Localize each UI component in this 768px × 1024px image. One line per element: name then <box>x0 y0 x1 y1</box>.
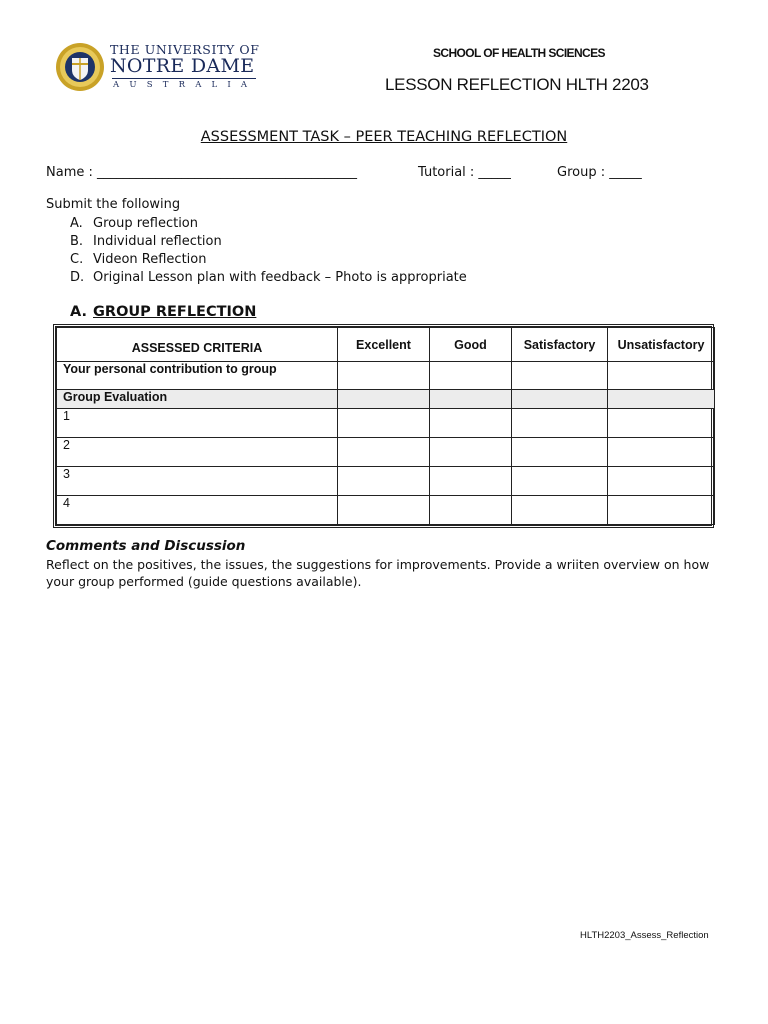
header-excellent: Excellent <box>338 328 430 362</box>
header-criteria: ASSESSED CRITERIA <box>57 328 338 362</box>
lesson-title: LESSON REFLECTION HLTH 2203 <box>385 75 649 94</box>
document-footer: HLTH2203_Assess_Reflection <box>580 930 709 941</box>
rating-cell <box>608 390 715 409</box>
comments-heading: Comments and Discussion <box>46 538 246 554</box>
rating-cell[interactable] <box>430 496 512 525</box>
rating-cell[interactable] <box>608 467 715 496</box>
row-label: 1 <box>57 409 338 438</box>
rating-cell[interactable] <box>608 362 715 390</box>
rating-cell[interactable] <box>338 438 430 467</box>
rating-cell[interactable] <box>512 409 608 438</box>
table-row <box>57 362 715 390</box>
rating-cell[interactable] <box>512 438 608 467</box>
table-row <box>57 438 715 467</box>
logo-divider <box>112 78 256 79</box>
rating-cell[interactable] <box>512 496 608 525</box>
header-unsatisfactory: Unsatisfactory <box>608 328 715 362</box>
rating-cell[interactable] <box>430 362 512 390</box>
rating-cell[interactable] <box>430 438 512 467</box>
rating-cell <box>338 390 430 409</box>
rating-cell[interactable] <box>430 467 512 496</box>
header-satisfactory: Satisfactory <box>512 328 608 362</box>
rating-cell[interactable] <box>338 467 430 496</box>
rating-cell[interactable] <box>608 409 715 438</box>
list-item: C. Videon Reflection <box>70 252 207 267</box>
row-label: 2 <box>57 438 338 467</box>
row-label: 4 <box>57 496 338 525</box>
list-item: D. Original Lesson plan with feedback – Photo is appropriate <box>70 270 467 285</box>
table-row <box>57 409 715 438</box>
university-seal-icon <box>55 42 105 92</box>
rating-cell[interactable] <box>430 409 512 438</box>
school-name: SCHOOL OF HEALTH SCIENCES <box>433 46 605 60</box>
comments-instructions: Reflect on the positives, the issues, the suggestions for improvements. Provide a wriiten overview on how your group performed (guide questions available). <box>46 557 710 589</box>
rating-cell[interactable] <box>608 496 715 525</box>
table-row <box>57 390 715 409</box>
submit-list <box>70 215 467 287</box>
table-row <box>57 467 715 496</box>
rating-cell[interactable] <box>608 438 715 467</box>
list-item: A. Group reflection <box>70 216 199 231</box>
name-field[interactable]: Name : ________________________________________ <box>46 165 357 180</box>
group-field[interactable]: Group : _____ <box>557 165 642 180</box>
rating-cell[interactable] <box>338 362 430 390</box>
logo-line-3: AUSTRALIA <box>113 80 258 90</box>
logo-line-1: THE UNIVERSITY OF <box>110 42 260 57</box>
university-logo <box>55 42 260 94</box>
rating-cell <box>430 390 512 409</box>
header-good: Good <box>430 328 512 362</box>
rating-cell <box>512 390 608 409</box>
table-row <box>57 496 715 525</box>
assessment-table <box>53 324 714 528</box>
row-label: 3 <box>57 467 338 496</box>
list-item: B. Individual reflection <box>70 234 222 249</box>
rating-cell[interactable] <box>512 467 608 496</box>
tutorial-field[interactable]: Tutorial : _____ <box>418 165 511 180</box>
rating-cell[interactable] <box>338 496 430 525</box>
submit-intro: Submit the following <box>46 197 181 212</box>
rating-cell[interactable] <box>512 362 608 390</box>
logo-line-2: NOTRE DAME <box>110 55 255 77</box>
rating-cell[interactable] <box>338 409 430 438</box>
page-title: ASSESSMENT TASK – PEER TEACHING REFLECTION <box>200 129 568 145</box>
row-label: Group Evaluation <box>57 390 338 409</box>
section-heading: A. GROUP REFLECTION <box>70 304 257 320</box>
row-label: Your personal contribution to group <box>57 362 338 390</box>
